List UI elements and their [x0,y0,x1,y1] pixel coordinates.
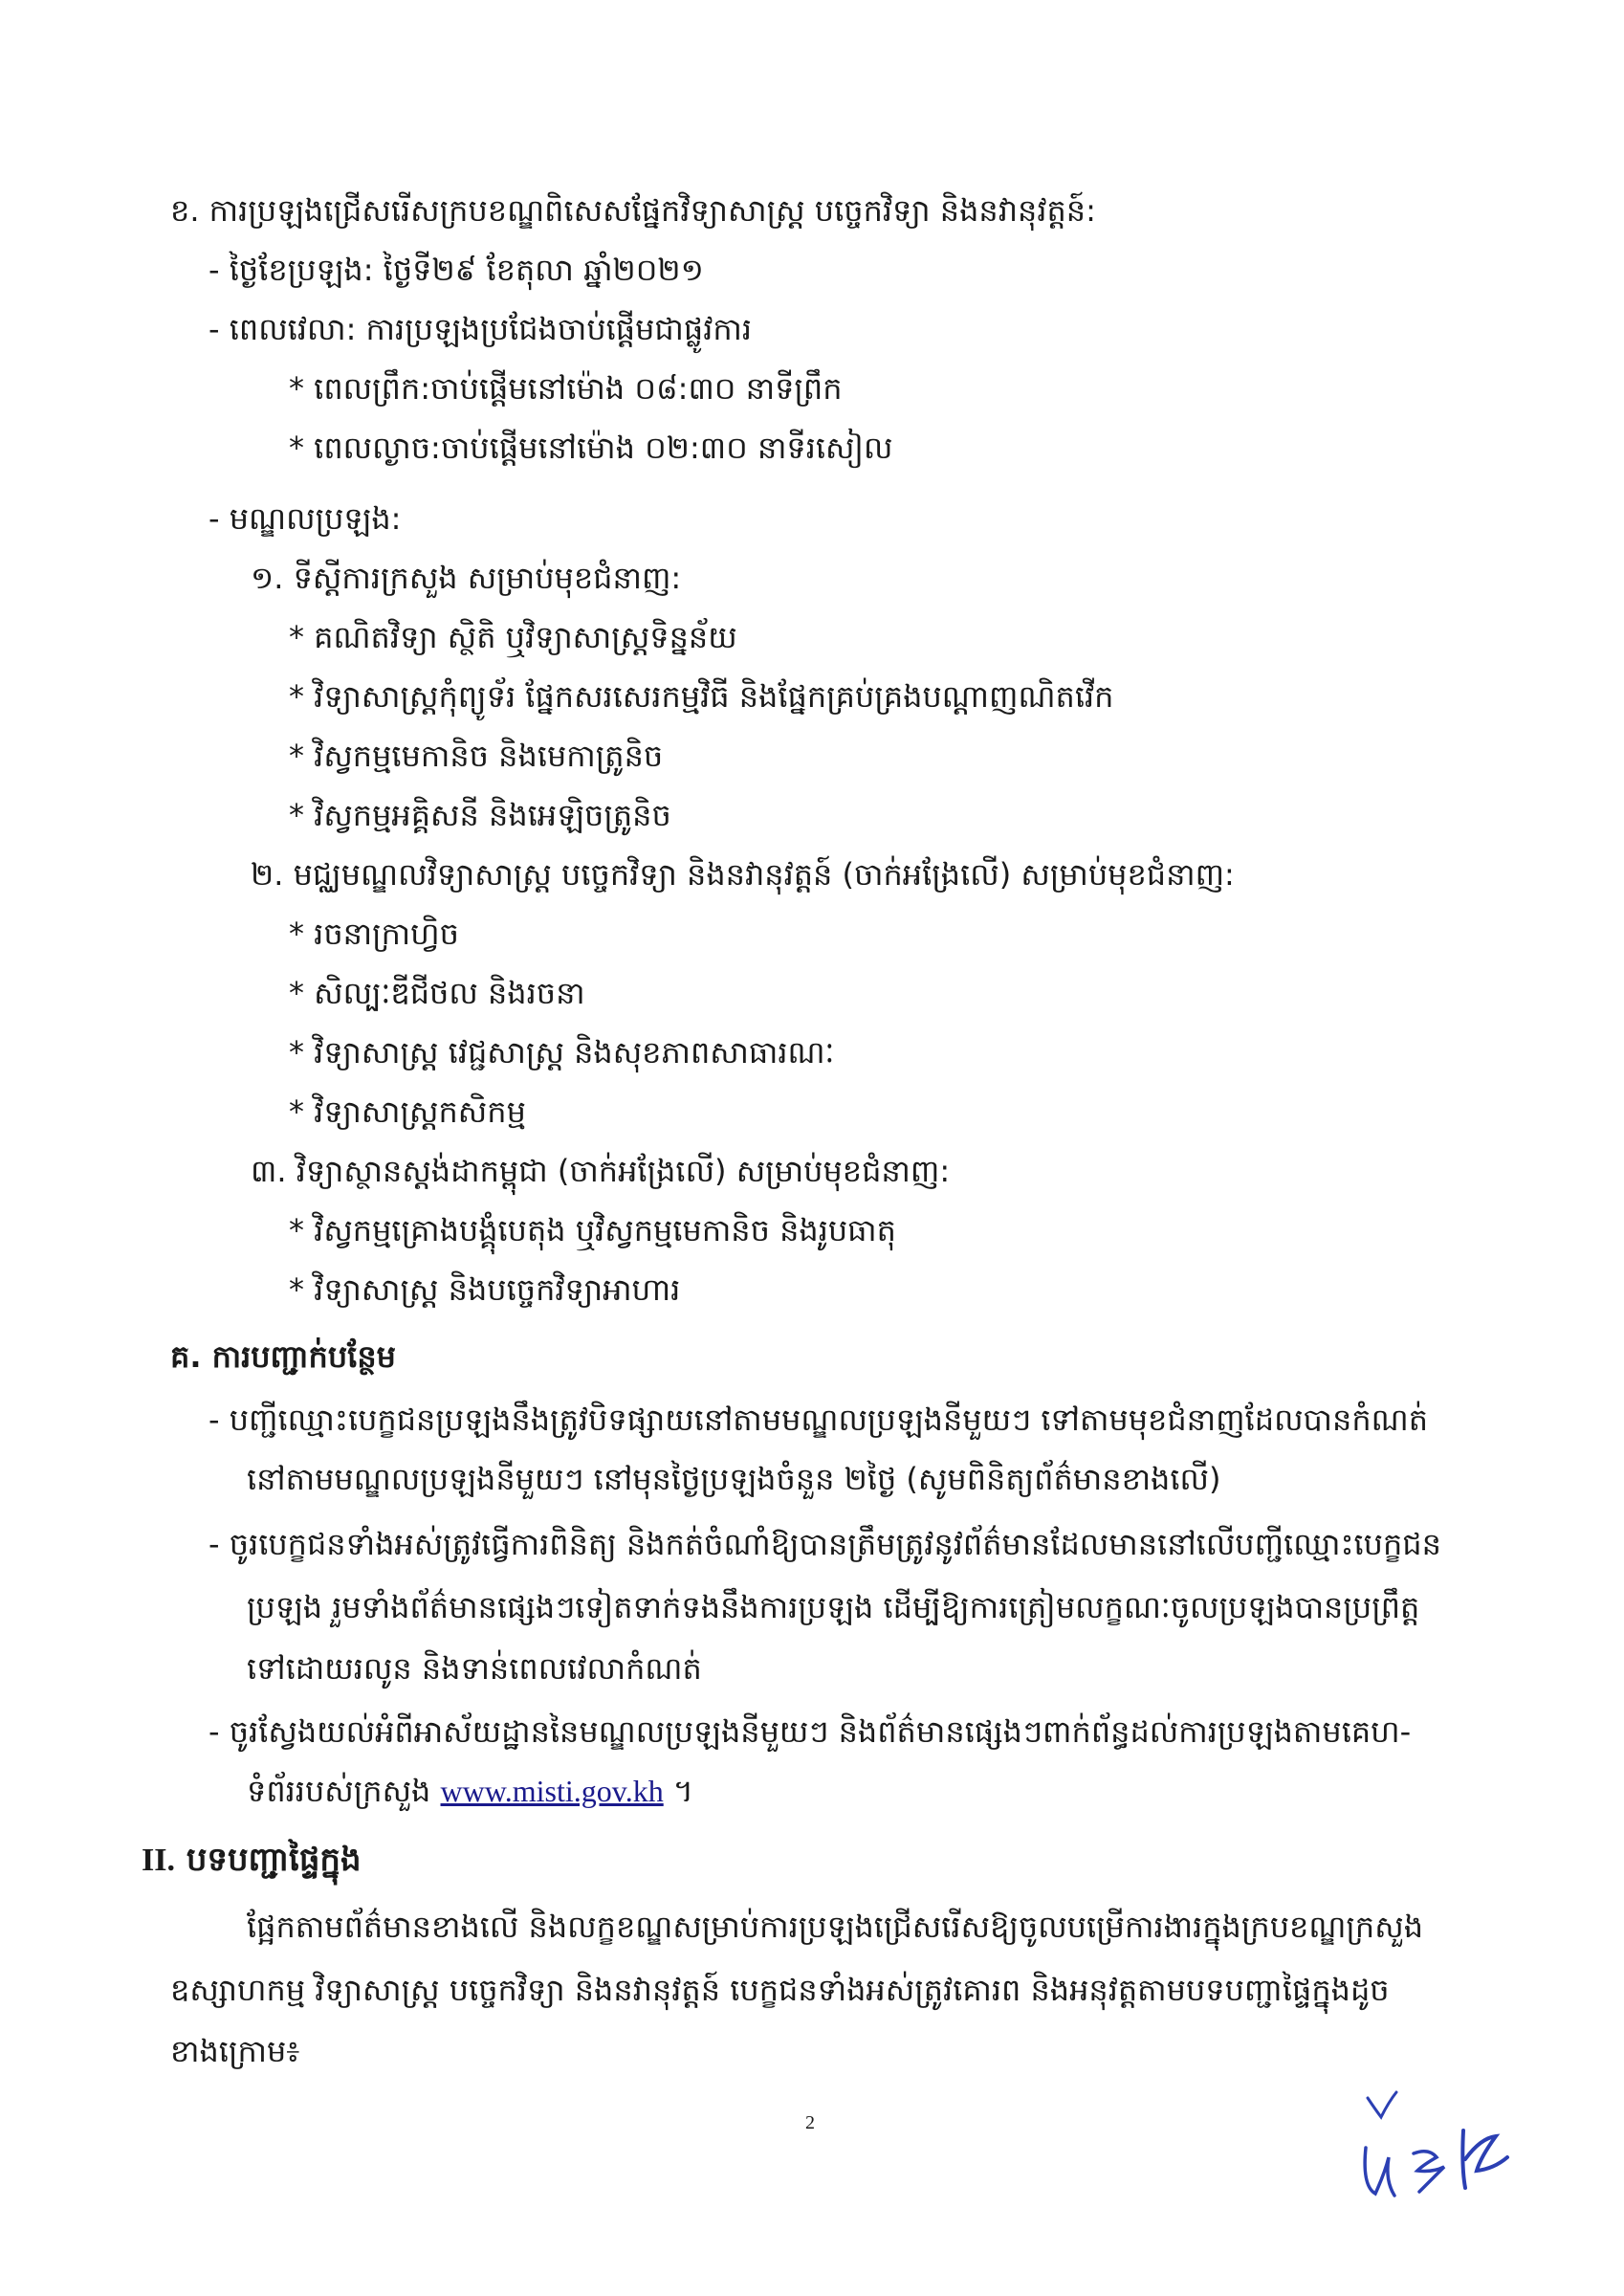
section-kha-title: ខ. ការប្រឡងជ្រើសរើសក្របខណ្ឌពិសេសផ្នែកវិទ្យាសាស្ត្រ បច្ចេកវិទ្យា និងនវានុវត្តន៍: [170,192,1096,229]
section-ii-body-line1: ផ្អែកតាមព័ត៌មានខាងលើ និងលក្ខខណ្ឌសម្រាប់ការប្រឡងជ្រើសរើសឱ្យចូលបម្រើការងារក្នុងក្របខណ្ឌក្រសួង [247,1909,1424,1945]
centers-heading: - មណ្ឌលប្រឡង: [208,500,402,537]
exam-date: - ថ្ងៃខែប្រឡង: ថ្ងៃទី២៩ ខែតុលា ឆ្នាំ២០២១ [208,252,704,288]
section-ii-body-line3: ខាងក្រោម៖ [170,2033,300,2069]
handwritten-initials [1356,2081,1528,2215]
center1-item: * គណិតវិទ្យា ស្ថិតិ ឬវិទ្យាសាស្ត្រទិន្នន័យ [289,619,737,655]
note2-line2: ប្រឡង រួមទាំងព័ត៌មានផ្សេងៗទៀតទាក់ទងនឹងការប្រឡង ដើម្បីឱ្យការត្រៀមលក្ខណៈចូលប្រឡងបានប្រព្រឹត្ត [247,1589,1420,1625]
center1-item: * វិស្វកម្មមេកានិច និងមេកាត្រូនិច [289,738,664,774]
note1-line2: នៅតាមមណ្ឌលប្រឡងនីមួយៗ នៅមុនថ្ងៃប្រឡងចំនួន ២ថ្ងៃ (សូមពិនិត្យព័ត៌មានខាងលើ) [247,1461,1221,1497]
morning-time: * ពេលព្រឹក:ចាប់ផ្តើមនៅម៉ោង ០៨:៣០ នាទីព្រឹក [289,370,843,407]
page-number: 2 [805,2112,815,2133]
note3-prefix: ទំព័ររបស់ក្រសួង [247,1773,431,1809]
section-ii-numeral: II. [142,1843,175,1878]
center2-title: ២. មជ្ឈមណ្ឌលវិទ្យាសាស្ត្រ បច្ចេកវិទ្យា និងនវានុវត្តន៍ (ចាក់អង្រែលើ) សម្រាប់មុខជំនាញ: [251,856,1235,893]
section-ii-heading [142,1837,362,1884]
section-ii-body-line2: ឧស្សាហកម្ម វិទ្យាសាស្ត្រ បច្ចេកវិទ្យា និងនវានុវត្តន៍ បេក្ខជនទាំងអស់ត្រូវគោរព និងអនុវត្តតាមបទបញ្ជាផ្ទៃក្នុងដូច [170,1972,1390,2008]
section-ii-title: បទបញ្ជាផ្ទៃក្នុង [186,1841,362,1879]
center1-item: * វិស្វកម្មអគ្គិសនី និងអេឡិចត្រូនិច [289,797,671,833]
note2-line1: - ចូរបេក្ខជនទាំងអស់ត្រូវធ្វើការពិនិត្យ និងកត់ចំណាំឱ្យបានត្រឹមត្រូវនូវព័ត៌មានដែលមាននៅលើបញ្ជីឈ្មោះបេក្ខជន [208,1526,1441,1562]
note3-line1: - ចូរស្វែងយល់អំពីអាស័យដ្ឋាននៃមណ្ឌលប្រឡងនីមួយៗ និងព័ត៌មានផ្សេងៗពាក់ព័ន្ធដល់ការប្រឡងតាមគេហ- [208,1713,1412,1750]
time-heading: - ពេលវេលា: ការប្រឡងប្រជែងចាប់ផ្តើមជាផ្លូវការ [208,311,752,347]
center2-item: * សិល្បៈឌីជីថល និងរចនា [289,975,585,1011]
center1-title: ១. ទីស្តីការក្រសួង សម្រាប់មុខជំនាញ: [251,560,682,596]
center2-item: * វិទ្យាសាស្ត្រ វេជ្ជសាស្ត្រ និងសុខភាពសាធារណៈ [289,1034,835,1071]
center3-item: * វិស្វកម្មគ្រោងបង្គុំបេតុង ឬវិស្វកម្មមេកានិច និងរូបធាតុ [289,1212,896,1248]
ministry-website-link[interactable]: www.misti.gov.kh [440,1774,664,1808]
section-ko-title: គ. ការបញ្ជាក់បន្ថែម [170,1338,396,1375]
center2-item: * រចនាក្រាហ្វិច [289,916,459,952]
note1-line1: - បញ្ជីឈ្មោះបេក្ខជនប្រឡងនឹងត្រូវបិទផ្សាយនៅតាមមណ្ឌលប្រឡងនីមួយៗ ទៅតាមមុខជំនាញដែលបានកំណត់ [208,1402,1429,1438]
center3-title: ៣. វិទ្យាស្ថានស្តង់ដាកម្ពុជា (ចាក់អង្រែលើ) សម្រាប់មុខជំនាញ: [251,1153,951,1189]
center3-item: * វិទ្យាសាស្ត្រ និងបច្ចេកវិទ្យាអាហារ [289,1271,681,1308]
afternoon-time: * ពេលល្ងាច:ចាប់ផ្តើមនៅម៉ោង ០២:៣០ នាទីរសៀល [289,430,893,466]
center2-item: * វិទ្យាសាស្ត្រកសិកម្ម [289,1093,526,1130]
note3-line2 [247,1768,693,1814]
note3-end: ។ [672,1773,693,1809]
center1-item: * វិទ្យាសាស្ត្រកុំព្យូទ័រ ផ្នែកសរសេរកម្មវិធី និងផ្នែកគ្រប់គ្រងបណ្តាញណិតវើក [289,678,1114,715]
note2-line3: ទៅដោយរលូន និងទាន់ពេលវេលាកំណត់ [247,1650,702,1687]
